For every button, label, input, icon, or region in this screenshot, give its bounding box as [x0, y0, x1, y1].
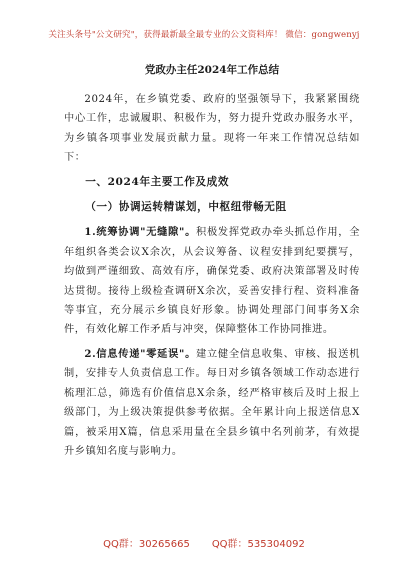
item-lead-2: 2.信息传递"零延误"。	[84, 347, 197, 360]
subsection-heading: （一）协调运转精谋划，中枢纽带畅无阻	[85, 201, 287, 214]
item-paragraph-2	[64, 345, 360, 461]
section-heading: 一、2024年主要工作及成效	[85, 175, 230, 188]
footer-qq	[0, 535, 408, 550]
item-body-1: 积极发挥党政办牵头抓总作用，全年组织各类会议X余次，从会议筹备、议程安排到纪要撰写，均做到严谨细致、高效有序，确保党委、政府决策部署及时传达贯彻。接待上级检查调研X余次，妥善安排行程、资料准备等事宜，充分展示乡镇良好形象。协调处理部门间事务X余件，有效化解工作矛盾与冲突，保障整体工作协同推进。	[64, 227, 361, 336]
item-lead-1: 1.统筹协调"无缝隙"。	[84, 226, 197, 239]
footer-qq-1: QQ群：30265665	[103, 539, 190, 550]
document-title: 党政办主任2024年工作总结	[144, 64, 280, 76]
document-body	[64, 63, 360, 461]
item-body-2: 建立健全信息收集、审核、报送机制，安排专人负责信息工作。每日对乡镇各领域工作动态进行梳理汇总，筛选有价值信息X余条，经严格审核后及时上报上级部门，为上级决策提供参考依据。全年累计向上报送信息X篇，被采用X篇，信息采用量在全县乡镇中名列前茅，有效提升乡镇知名度与影响力。	[64, 348, 361, 457]
footer-qq-2: QQ群：535304092	[211, 539, 305, 550]
header-note: 关注头条号"公文研究"，获得最新最全最专业的公文资料库！ 微信：gongwenyj	[48, 30, 360, 40]
intro-paragraph: 2024年，在乡镇党委、政府的坚强领导下，我紧紧围绕中心工作，忠诚履职、积极作为，努力提升党政办服务水平，为乡镇各项事业发展贡献力量。现将一年来工作情况总结如下：	[64, 94, 360, 164]
item-paragraph-1	[64, 223, 360, 339]
